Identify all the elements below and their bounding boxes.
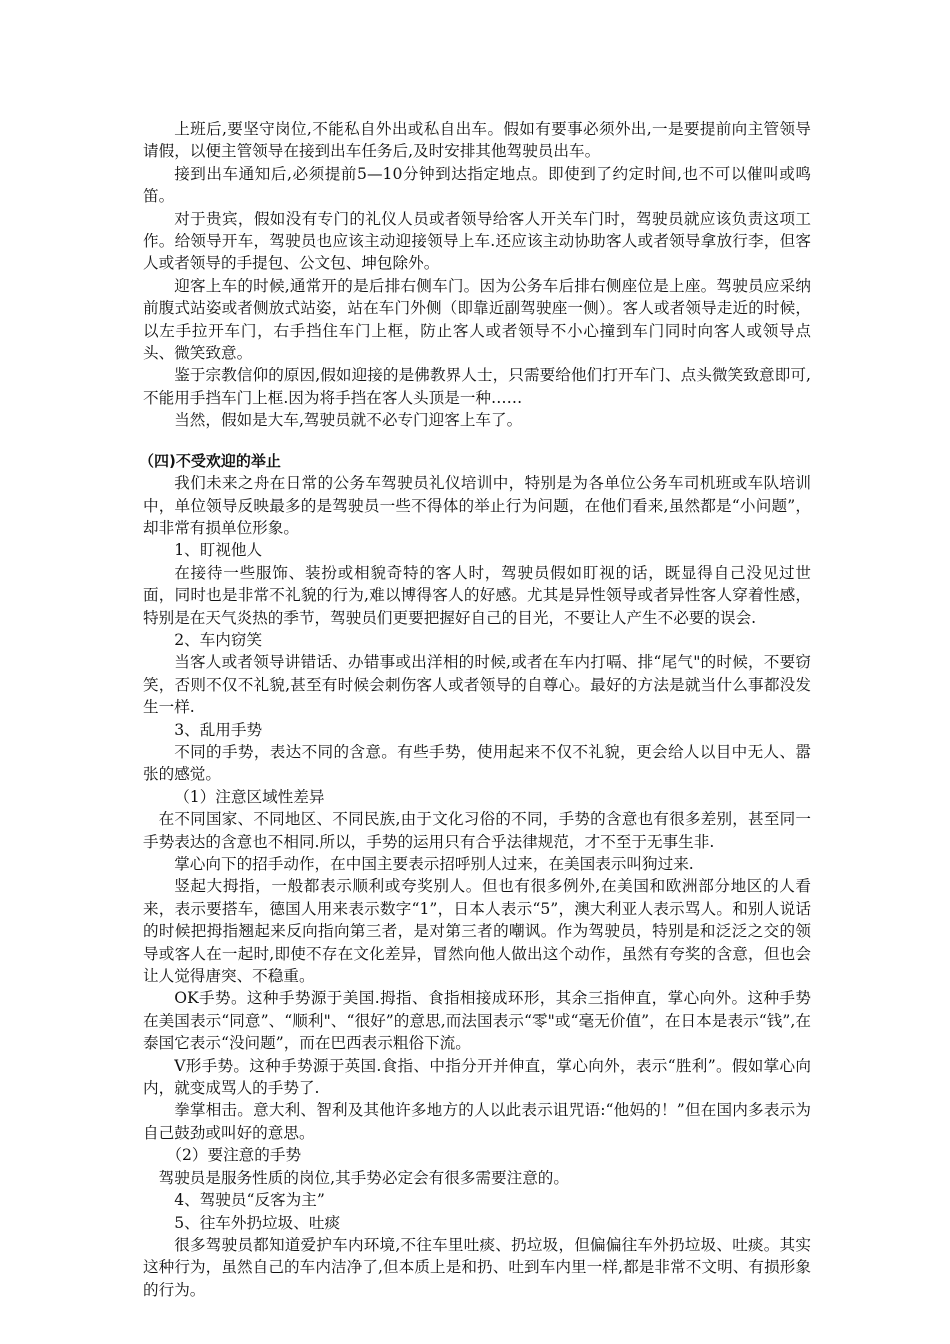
- paragraph: 接到出车通知后,必须提前5—10分钟到达指定地点。即使到了约定时间,也不可以催叫或鸣笛。: [143, 164, 811, 206]
- paragraph: 掌心向下的招手动作，在中国主要表示招呼别人过来，在美国表示叫狗过来.: [174, 855, 694, 873]
- paragraph: 在接待一些服饰、装扮或相貌奇特的客人时，驾驶员假如盯视的话，既显得自己没见过世面，同时也是非常不礼貌的行为,难以博得客人的好感。尤其是异性领导或者异性客人穿着性感，特别是在天气炎热的季节，驾驶员们更要把握好自己的目光，不要让人产生不必要的误会.: [143, 563, 811, 627]
- item-title: 3、乱用手势: [174, 720, 263, 739]
- paragraph: V形手势。这种手势源于英国.食指、中指分开并伸直，掌心向外，表示“胜利”。假如掌心向内，就变成骂人的手势了.: [143, 1056, 811, 1098]
- paragraph: 当客人或者领导讲错话、办错事或出洋相的时候,或者在车内打嗝、排“尾气"的时候，不要窃笑，否则不仅不礼貌,甚至有时候会刺伤客人或者领导的自尊心。最好的方法是就当什么事都没发生一样.: [143, 653, 811, 717]
- document-body: [139, 118, 811, 1301]
- paragraph: 竖起大拇指，一般都表示顺利或夸奖别人。但也有很多例外,在美国和欧洲部分地区的人看来，表示要搭车，德国人用来表示数字“1”，日本人表示“5”，澳大利亚人表示骂人。和别人说话的时候把拇指翘起来反向指向第三者，是对第三者的嘲讽。作为驾驶员，特别是和泛泛之交的领导或客人在一起时,即使不存在文化差异，冒然向他人做出这个动作，虽然有夸奖的含意，但也会让人觉得唐突、不稳重。: [143, 877, 811, 986]
- section-heading: （四)不受欢迎的举止: [139, 451, 281, 470]
- paragraph: 不同的手势，表达不同的含意。有些手势，使用起来不仅不礼貌，更会给人以目中无人、嚣张的感觉。: [143, 742, 811, 784]
- paragraph: 我们未来之舟在日常的公务车驾驶员礼仪培训中，特别是为各单位公务车司机班或车队培训中，单位领导反映最多的是驾驶员一些不得体的举止行为问题，在他们看来,虽然都是“小问题”，却非常有损单位形象。: [143, 474, 811, 537]
- paragraph: 拳掌相击。意大利、智利及其他许多地方的人以此表示诅咒语:“他妈的！”但在国内多表示为自己鼓劲或叫好的意思。: [143, 1101, 811, 1142]
- paragraph: 驾驶员是服务性质的岗位,其手势必定会有很多需要注意的。: [158, 1168, 569, 1187]
- paragraph: 迎客上车的时候,通常开的是后排右侧车门。因为公务车后排右侧座位是上座。驾驶员应采纳前腹式站姿或者侧放式站姿，站在车门外侧（即靠近副驾驶座一侧）。客人或者领导走近的时候，以左手拉开车门，右手挡住车门上框，防止客人或者领导不小心撞到车门同时向客人或领导点头、微笑致意。: [143, 276, 811, 363]
- paragraph: 对于贵宾，假如没有专门的礼仪人员或者领导给客人开关车门时，驾驶员就应该负责这项工作。给领导开车，驾驶员也应该主动迎接领导上车.还应该主动协助客人或者领导拿放行李，但客人或者领导的手提包、公文包、坤包除外。: [143, 209, 811, 273]
- paragraph: 很多驾驶员都知道爱护车内环境,不往车里吐痰、扔垃圾，但偏偏往车外扔垃圾、吐痰。其实这种行为，虽然自己的车内洁净了,但本质上是和扔、吐到车内里一样,都是非常不文明、有损形象的行为。: [143, 1235, 811, 1299]
- item-title: 1、盯视他人: [174, 541, 263, 560]
- subitem-title: （1）注意区域性差异: [174, 787, 325, 806]
- paragraph: 鉴于宗教信仰的原因,假如迎接的是佛教界人士，只需要给他们打开车门、点头微笑致意即可,不能用手挡车门上框.因为将手挡在客人头顶是一种……: [143, 366, 811, 407]
- paragraph: 当然，假如是大车,驾驶员就不必专门迎客上车了。: [174, 411, 523, 430]
- paragraph: OK手势。这种手势源于美国.拇指、食指相接成环形，其余三指伸直，掌心向外。这种手势在美国表示“同意”、“顺利"、“很好”的意思,而法国表示“零"或“毫无价值”，在日本是表示“钱”,在泰国它表示“没问题”，而在巴西表示粗俗下流。: [143, 989, 811, 1053]
- paragraph: 在不同国家、不同地区、不同民族,由于文化习俗的不同，手势的含意也有很多差别，甚至同一手势表达的含意也不相同.所以，手势的运用只有合乎法律规范，才不至于无事生非.: [143, 810, 811, 851]
- item-title: 4、驾驶员“反客为主”: [174, 1191, 325, 1210]
- paragraph: 上班后,要坚守岗位,不能私自外出或私自出车。假如有要事必须外出,一是要提前向主管领导请假，以便主管领导在接到出车任务后,及时安排其他驾驶员出车。: [143, 120, 811, 161]
- subitem-title: （2）要注意的手势: [166, 1146, 302, 1165]
- item-title: 2、车内窃笑: [174, 630, 263, 649]
- item-title: 5、往车外扔垃圾、吐痰: [174, 1213, 341, 1232]
